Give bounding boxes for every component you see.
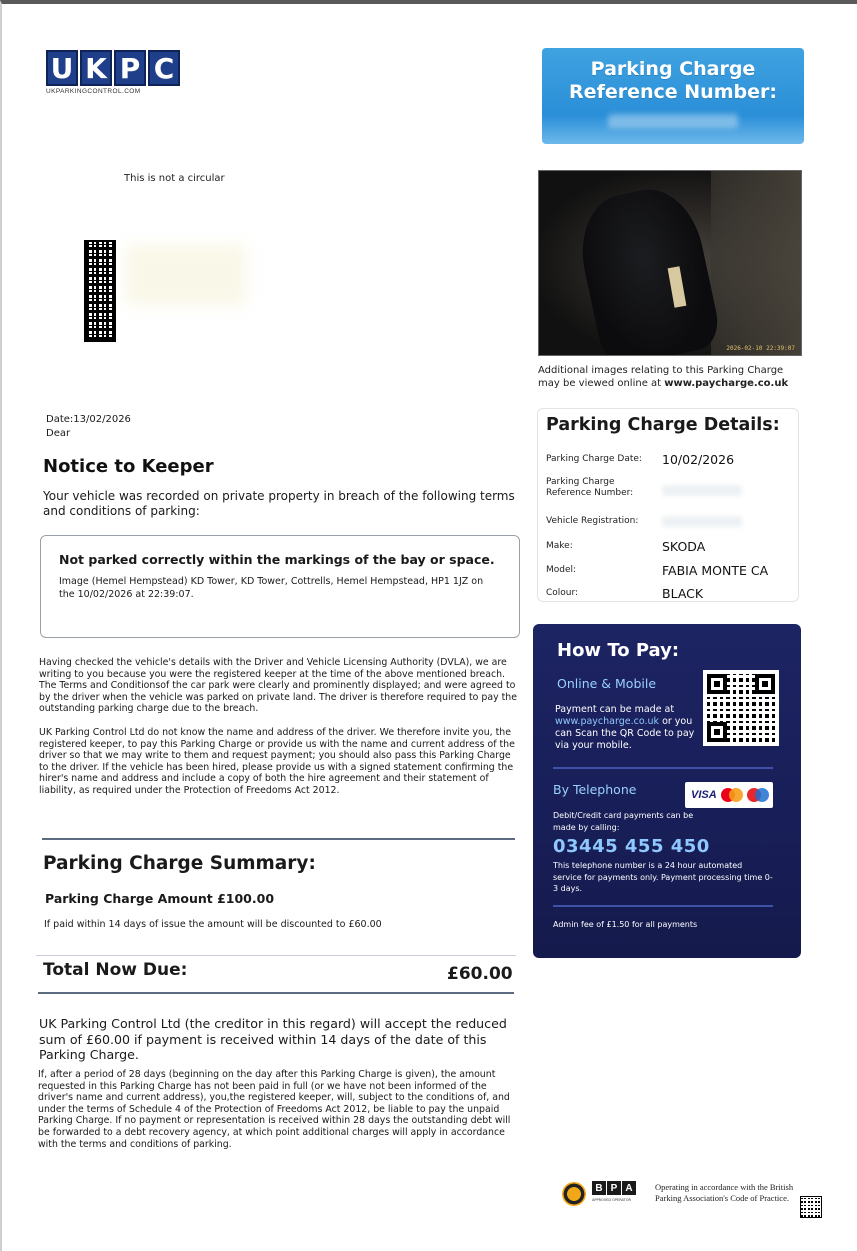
divider	[42, 838, 515, 840]
photo-timestamp: 2026-02-10 22:39:07	[726, 345, 795, 352]
online-text-1: Payment can be made at	[555, 704, 675, 715]
online-text	[555, 704, 701, 752]
qr-finder	[755, 674, 775, 694]
summary-title: Parking Charge Summary:	[43, 853, 316, 874]
maestro-icon	[747, 788, 769, 802]
detail-value: 10/02/2026	[662, 452, 735, 467]
logo-letter: U	[46, 50, 78, 86]
divider	[36, 955, 516, 956]
dear-label: Dear	[46, 428, 71, 439]
date-value: 13/02/2026	[73, 414, 131, 425]
footer-barcode	[800, 1196, 822, 1218]
qr-finder	[707, 674, 727, 694]
automated-service-text: This telephone number is a 24 hour automated service for payments only. Payment processing time 0-3 days.	[553, 861, 773, 893]
detail-label: Colour:	[546, 588, 579, 598]
photo-caption-line2	[538, 377, 808, 390]
divider	[38, 992, 514, 994]
logo-url: UKPARKINGCONTROL.COM	[46, 88, 141, 95]
bpa-footer	[562, 1178, 792, 1218]
reference-title: Parking Charge Reference Number:	[569, 58, 777, 103]
charge-details-card	[537, 408, 799, 602]
photo-car	[571, 180, 723, 356]
reference-number-box	[542, 48, 804, 144]
circular-note: This is not a circular	[124, 173, 225, 184]
letter-date-block	[46, 413, 131, 441]
detail-label: Parking Charge Date:	[546, 454, 642, 464]
detail-value: BLACK	[662, 586, 704, 601]
photo-caption	[538, 364, 808, 390]
detail-value-redacted	[662, 485, 742, 496]
pay-title: How To Pay:	[557, 640, 680, 661]
debit-text: Debit/Credit card payments can be made by calling:	[553, 811, 694, 832]
admin-fee-text: Admin fee of £1.50 for all payments	[553, 920, 698, 929]
bpa-statement: Operating in accordance with the British Parking Association's Code of Practice.	[655, 1182, 794, 1203]
bpa-letter: B	[592, 1181, 606, 1195]
detail-label: Model:	[546, 565, 577, 575]
photo-caption-prefix: may be viewed online at	[538, 378, 665, 389]
qr-finder	[707, 722, 727, 742]
detail-label: Make:	[546, 541, 573, 551]
bpa-logo	[592, 1181, 636, 1195]
paycharge-link[interactable]: www.paycharge.co.uk	[555, 716, 660, 727]
detail-value: SKODA	[662, 539, 706, 554]
driver-paragraph: UK Parking Control Ltd do not know the name and address of the driver. We therefore invite you, the registered keeper, to pay this Parking Charge or provide us with the name and current address of the driver so that we may write to them and request payment; you should also pass this Parking Charge to the driver. If the vehicle has been hired, please provide us with a signed statement confirming the hirer's name and address and include a copy of both the hire agreement and their statement of liability, as required under the Protection of Freedoms Act 2012.	[39, 727, 515, 796]
logo-letter: P	[114, 50, 146, 86]
photo-caption-line1: Additional images relating to this Parking Charge	[538, 365, 784, 376]
how-to-pay-card	[533, 624, 801, 958]
date-label: Date:	[46, 414, 74, 425]
logo-letter: K	[80, 50, 112, 86]
detail-value-redacted	[662, 516, 742, 527]
notice-title: Notice to Keeper	[43, 456, 214, 477]
legal-text: If, after a period of 28 days (beginning on the day after this Parking Charge is given), the amount requested in this Parking Charge has not been paid in full (or we have not been informed of the driver's name and current address), you,the registered keeper, will, subject to the conditions of, and under the terms of Schedule 4 of the Protection of Freedoms Act 2012, be liable to pay the unpaid Parking Charge. If no payment or representation is received within 28 days the outstanding debt will be forwarded to a debt recovery agency, at which point additional charges will apply in accordance with the terms and conditions of parking.	[38, 1069, 511, 1150]
online-heading: Online & Mobile	[557, 676, 657, 691]
qr-code[interactable]	[703, 670, 779, 746]
detail-label: Vehicle Registration:	[546, 516, 639, 526]
photo-caption-link[interactable]: www.paycharge.co.uk	[664, 378, 789, 389]
online-text-2: or you can Scan the QR Code to pay via your mobile.	[555, 716, 695, 751]
acceptance-statement: UK Parking Control Ltd (the creditor in this regard) will accept the reduced sum of £60.00 if payment is received within 14 days of the date of this Parking Charge.	[39, 1016, 507, 1063]
card-logos	[685, 782, 773, 808]
visa-logo: VISA	[691, 789, 717, 801]
bpa-tagline: APPROVED OPERATOR	[592, 1198, 631, 1202]
bpa-letter: A	[622, 1181, 636, 1195]
detail-label: Parking Charge Reference Number:	[546, 477, 634, 498]
ukpc-logo	[46, 50, 186, 95]
redacted-stamp	[126, 245, 246, 305]
pay-divider	[553, 905, 773, 907]
details-title: Parking Charge Details:	[546, 415, 780, 435]
qr-pattern	[707, 674, 775, 742]
detail-value: FABIA MONTE CA	[662, 563, 769, 578]
pay-divider	[553, 767, 773, 769]
breach-box	[40, 535, 520, 638]
datamatrix-barcode	[84, 240, 116, 342]
phone-heading: By Telephone	[553, 782, 637, 797]
approved-operator-seal-icon	[562, 1182, 586, 1206]
total-due-value: £60.00	[447, 964, 513, 984]
summary-amount: Parking Charge Amount £100.00	[45, 891, 275, 906]
summary-discount: If paid within 14 days of issue the amount will be discounted to £60.00	[44, 919, 382, 930]
notice-intro: Your vehicle was recorded on private property in breach of the following terms and conditions of parking:	[43, 489, 515, 518]
dvla-paragraph: Having checked the vehicle's details with the Driver and Vehicle Licensing Authority (DVLA), we are writing to you because you were the registered keeper at the time of the above mentioned breach. The Terms and Conditionsof the car park were clearly and prominently displayed; and were agreed to by the driver when the vehicle was parked on private land. The driver is therefore required to pay the outstanding parking charge due to the breach.	[39, 657, 517, 715]
phone-number[interactable]: 03445 455 450	[553, 836, 710, 857]
breach-title: Not parked correctly within the markings of the bay or space.	[59, 552, 495, 567]
reference-redacted	[608, 114, 738, 128]
photo-wall	[711, 171, 801, 356]
mastercard-icon	[721, 788, 743, 802]
bpa-letter: P	[607, 1181, 621, 1195]
breach-detail: Image (Hemel Hempstead) KD Tower, KD Tower, Cottrells, Hemel Hempstead, HP1 1JZ on the 10/02/2026 at 22:39:07.	[59, 576, 484, 600]
vehicle-photo	[538, 170, 802, 356]
logo-letter: C	[148, 50, 180, 86]
total-due-label: Total Now Due:	[43, 960, 188, 980]
